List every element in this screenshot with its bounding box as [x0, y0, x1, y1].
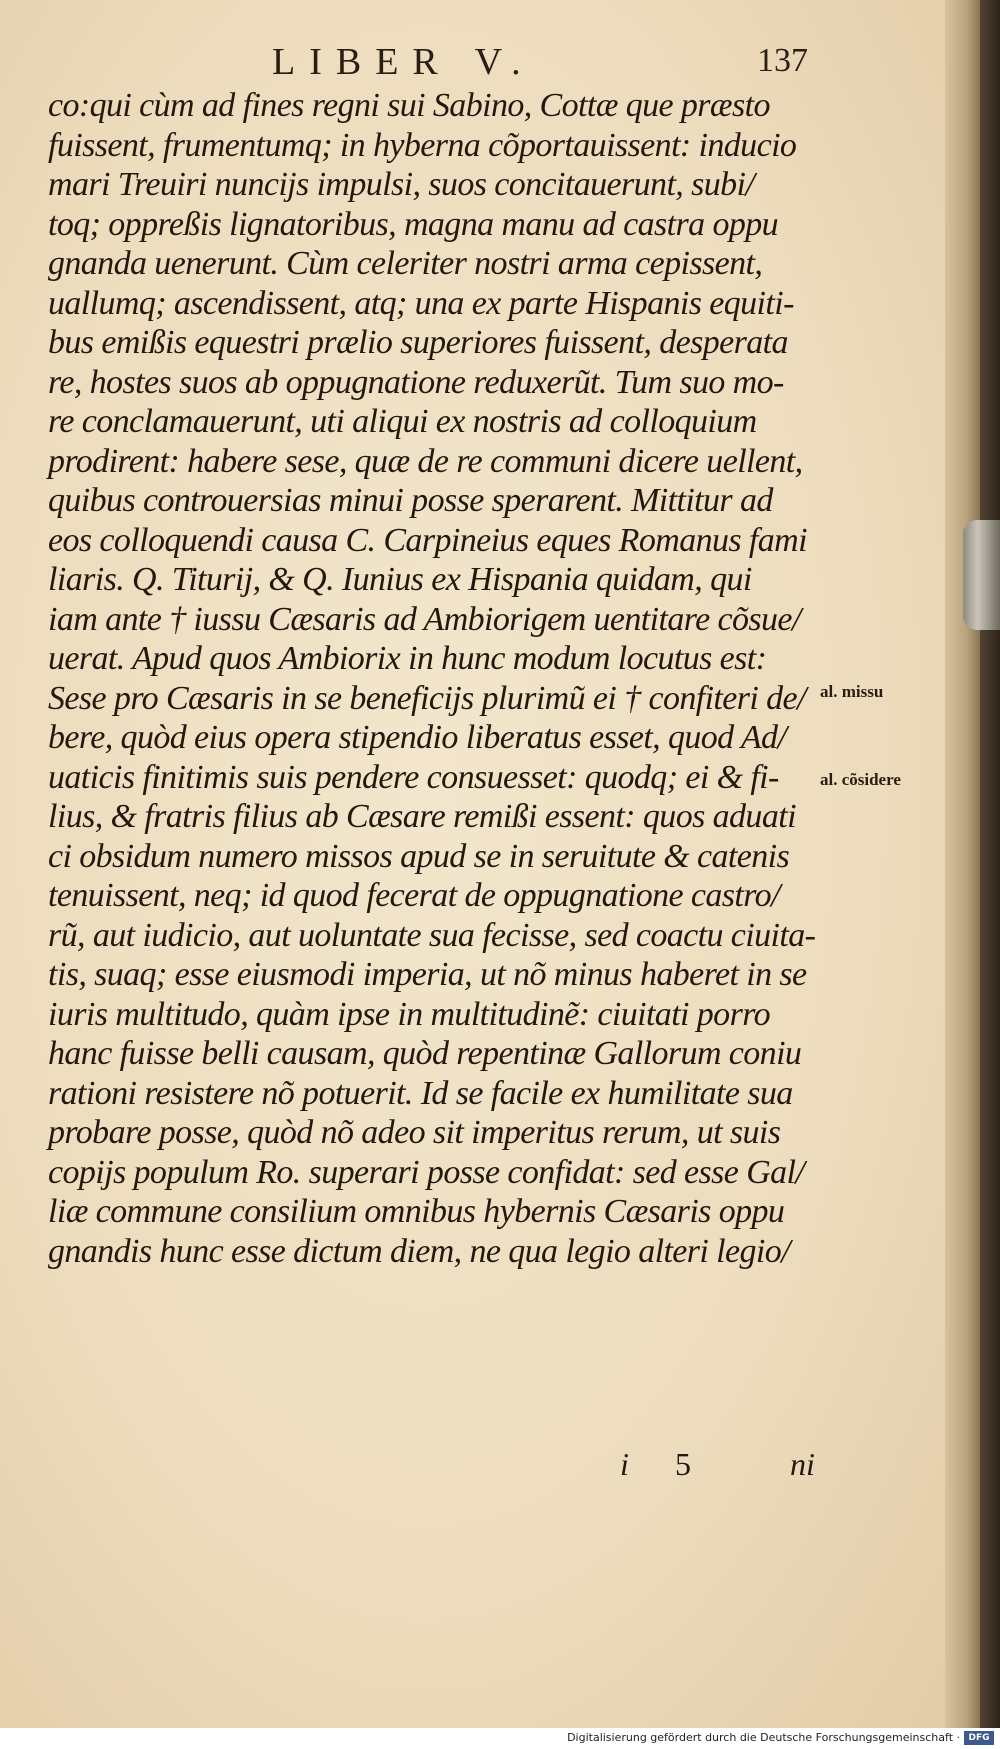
footer-bar	[0, 1728, 1000, 1749]
text-line: uaticis finitimis suis pendere consuesset: quodq; ei & fi-	[48, 758, 779, 796]
text-line: eos colloquendi causa C. Carpineius eques Romanus fami	[48, 521, 807, 559]
text-line: gnandis hunc esse dictum diem, ne qua legio alteri legio/	[48, 1232, 791, 1270]
page-header	[0, 38, 945, 88]
text-line: bere, quòd eius opera stipendio liberatus esset, quod Ad/	[48, 719, 787, 756]
text-line: iuris multitudo, quàm ipse in multitudinẽ: ciuitati porro	[48, 995, 770, 1033]
text-line: lius, & fratris filius ab Cæsare remißi essent: quos aduati	[48, 798, 796, 835]
text-line: probare posse, quòd nõ adeo sit imperitus rerum, ut suis	[48, 1114, 781, 1151]
text-line: co:qui cùm ad fines regni sui Sabino, Cottæ que præsto	[48, 87, 770, 124]
page-clip	[963, 520, 1000, 630]
text-line: re, hostes suos ab oppugnatione reduxerũt. Tum suo mo-	[48, 363, 784, 401]
text-line: mari Treuiri nuncijs impulsi, suos concitauerunt, subi/	[48, 166, 755, 203]
margin-note: al. missu	[820, 682, 884, 701]
text-line: uallumq; ascendissent, atq; una ex parte Hispanis equiti-	[48, 284, 794, 322]
text-line: liæ commune consilium omnibus hybernis Cæsaris oppu	[48, 1193, 785, 1230]
text-line: quibus controuersias minui posse sperarent. Mittitur ad	[48, 482, 773, 519]
running-head: LIBER V.	[272, 41, 535, 83]
signature-number: 5	[675, 1446, 691, 1482]
text-line: uerat. Apud quos Ambiorix in hunc modum locutus est:	[48, 640, 767, 677]
text-line: fuissent, frumentumq; in hyberna cõportauissent: inducio	[48, 126, 797, 164]
text-line: copijs populum Ro. superari posse confidat: sed esse Gal/	[48, 1153, 805, 1191]
catchword: ni	[790, 1446, 815, 1482]
text-line: prodirent: habere sese, quæ de re communi dicere uellent,	[48, 442, 803, 480]
text-line: Sese pro Cæsaris in se beneficijs plurimũ ei † confiteri de/	[48, 679, 806, 717]
text-line: rationi resistere nõ potuerit. Id se facile ex humilitate sua	[48, 1074, 793, 1112]
text-line: rũ, aut iudicio, aut uoluntate sua fecisse, sed coactu ciuita-	[48, 916, 816, 954]
text-line: toq; oppreßis lignatoribus, magna manu ad castra oppu	[48, 205, 779, 243]
text-line: re conclamauerunt, uti aliqui ex nostris ad colloquium	[48, 403, 757, 440]
body-text	[48, 86, 828, 1271]
page-number: 137	[757, 42, 808, 79]
text-line: iam ante † iussu Cæsaris ad Ambiorigem uentitare cõsue/	[48, 600, 801, 638]
dfg-logo-icon: DFG	[964, 1731, 994, 1745]
text-line: ci obsidum numero missos apud se in seruitute & catenis	[48, 837, 790, 875]
footer-credit: Digitalisierung gefördert durch die Deutsche Forschungsgemeinschaft ·	[567, 1731, 960, 1744]
signature-mark: i	[620, 1446, 629, 1482]
text-line: tis, suaq; esse eiusmodi imperia, ut nõ minus haberet in se	[48, 956, 807, 993]
text-line: bus emißis equestri prælio superiores fuissent, desperata	[48, 324, 788, 361]
text-line: tenuissent, neq; id quod fecerat de oppugnatione castro/	[48, 877, 780, 914]
margin-note: al. cõsidere	[820, 770, 901, 789]
signature-line	[0, 1440, 945, 1490]
text-line: gnanda uenerunt. Cùm celeriter nostri arma cepissent,	[48, 245, 763, 282]
text-line: hanc fuisse belli causam, quòd repentinæ Gallorum coniu	[48, 1035, 802, 1072]
text-line: liaris. Q. Titurij, & Q. Iunius ex Hispania quidam, qui	[48, 561, 752, 598]
